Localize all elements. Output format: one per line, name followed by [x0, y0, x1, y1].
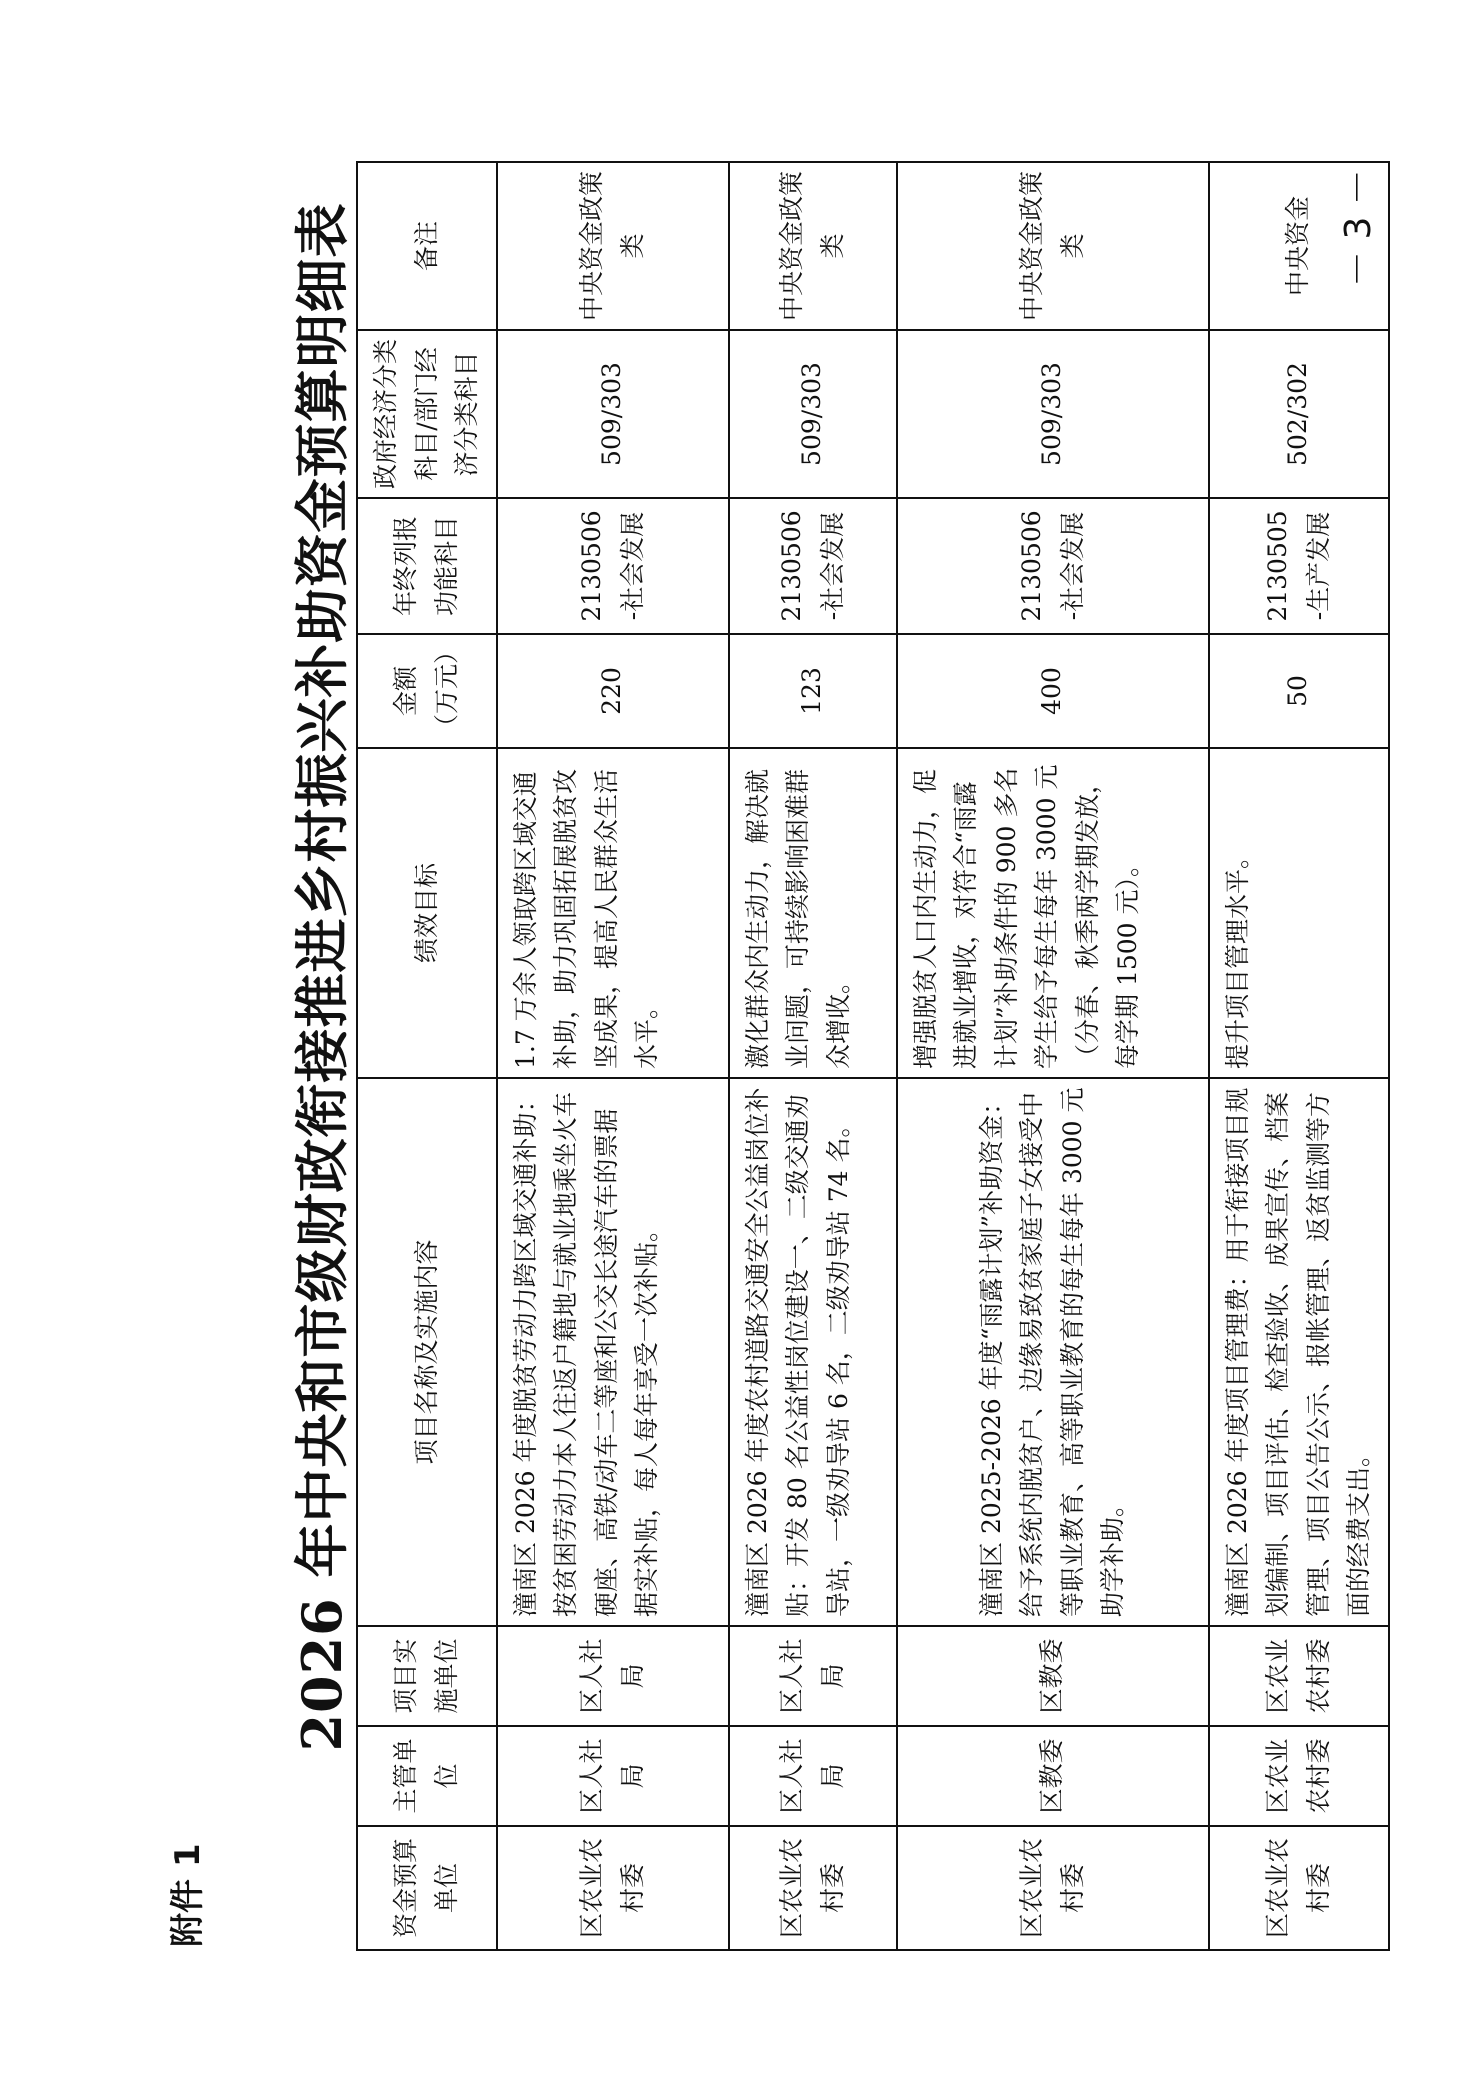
header-budget-unit: 资金预算单位 [357, 1826, 497, 1950]
cell-project-content: 潼南区 2026 年度项目管理费：用于衔接项目规划编制、项目评估、检查验收、成果宣传、档案管理、项目公告公示、报帐管理、返贫监测等方面的经费支出。 [1209, 1078, 1389, 1626]
header-performance-goal: 绩效目标 [357, 748, 497, 1078]
cell-competent-unit: 区人社局 [729, 1726, 897, 1826]
cell-performance-goal: 1.7 万余人领取跨区域交通补助，助力巩固拓展脱贫攻坚成果，提高人民群众生活水平。 [497, 748, 729, 1078]
page-title: 2026 年中央和市级财政衔接推进乡村振兴补助资金预算明细表 [290, 202, 354, 1752]
header-economic-subject: 政府经济分类科目/部门经济分类科目 [357, 330, 497, 498]
cell-economic-subject: 509/303 [897, 330, 1209, 498]
cell-function-subject: 2130506-社会发展 [497, 498, 729, 634]
cell-economic-subject: 502/302 [1209, 330, 1389, 498]
table-row [497, 162, 729, 1950]
cell-budget-unit: 区农业农村委 [897, 1826, 1209, 1950]
cell-remark: 中央资金政策类 [729, 162, 897, 330]
cell-amount: 123 [729, 634, 897, 748]
cell-budget-unit: 区农业农村委 [1209, 1826, 1389, 1950]
header-function-subject: 年终列报功能科目 [357, 498, 497, 634]
cell-competent-unit: 区农业农村委 [1209, 1726, 1389, 1826]
cell-implementing-unit: 区农业农村委 [1209, 1626, 1389, 1726]
table-row [1209, 162, 1389, 1950]
header-remark: 备注 [357, 162, 497, 330]
attachment-label: 附件 1 [168, 1843, 208, 1947]
header-competent-unit: 主管单位 [357, 1726, 497, 1826]
cell-remark: 中央资金政策类 [897, 162, 1209, 330]
cell-amount: 50 [1209, 634, 1389, 748]
cell-competent-unit: 区教委 [897, 1726, 1209, 1826]
cell-economic-subject: 509/303 [497, 330, 729, 498]
page-number: － 3 － [1338, 169, 1379, 287]
cell-function-subject: 2130506-社会发展 [729, 498, 897, 634]
cell-project-content: 潼南区 2025-2026 年度“雨露计划”补助资金：给予系统内脱贫户、边缘易致贫家庭子女接受中等职业教育、高等职业教育的每生每年 3000 元助学补助。 [897, 1078, 1209, 1626]
cell-project-content: 潼南区 2026 年度农村道路交通安全公益岗位补贴：开发 80 名公益性岗位建设一、二级交通劝导站，一级劝导站 6 名，二级劝导站 74 名。 [729, 1078, 897, 1626]
cell-amount: 400 [897, 634, 1209, 748]
cell-budget-unit: 区农业农村委 [497, 1826, 729, 1950]
cell-implementing-unit: 区教委 [897, 1626, 1209, 1726]
table-header-row [357, 162, 497, 1950]
cell-economic-subject: 509/303 [729, 330, 897, 498]
cell-project-content: 潼南区 2026 年度脱贫劳动力跨区域交通补助：按贫困劳动力本人往返户籍地与就业地乘坐火车硬座、高铁/动车二等座和公交长途汽车的票据据实补贴，每人每年享受一次补贴。 [497, 1078, 729, 1626]
cell-implementing-unit: 区人社局 [729, 1626, 897, 1726]
cell-budget-unit: 区农业农村委 [729, 1826, 897, 1950]
cell-implementing-unit: 区人社局 [497, 1626, 729, 1726]
cell-performance-goal: 增强脱贫人口内生动力，促进就业增收，对符合“雨露计划”补助条件的 900 多名学生给予每生每年 3000 元（分春、秋季两学期发放，每学期 1500 元）。 [897, 748, 1209, 1078]
cell-amount: 220 [497, 634, 729, 748]
cell-competent-unit: 区人社局 [497, 1726, 729, 1826]
cell-function-subject: 2130505-生产发展 [1209, 498, 1389, 634]
table-row [897, 162, 1209, 1950]
header-project-content: 项目名称及实施内容 [357, 1078, 497, 1626]
budget-table [356, 161, 1390, 1951]
header-amount: 金额（万元） [357, 634, 497, 748]
cell-remark: 中央资金政策类 [497, 162, 729, 330]
cell-performance-goal: 激化群众内生动力，解决就业问题，可持续影响困难群众增收。 [729, 748, 897, 1078]
cell-function-subject: 2130506-社会发展 [897, 498, 1209, 634]
table-row [729, 162, 897, 1950]
cell-remark: 中央资金 [1209, 162, 1389, 330]
header-implementing-unit: 项目实施单位 [357, 1626, 497, 1726]
cell-performance-goal: 提升项目管理水平。 [1209, 748, 1389, 1078]
